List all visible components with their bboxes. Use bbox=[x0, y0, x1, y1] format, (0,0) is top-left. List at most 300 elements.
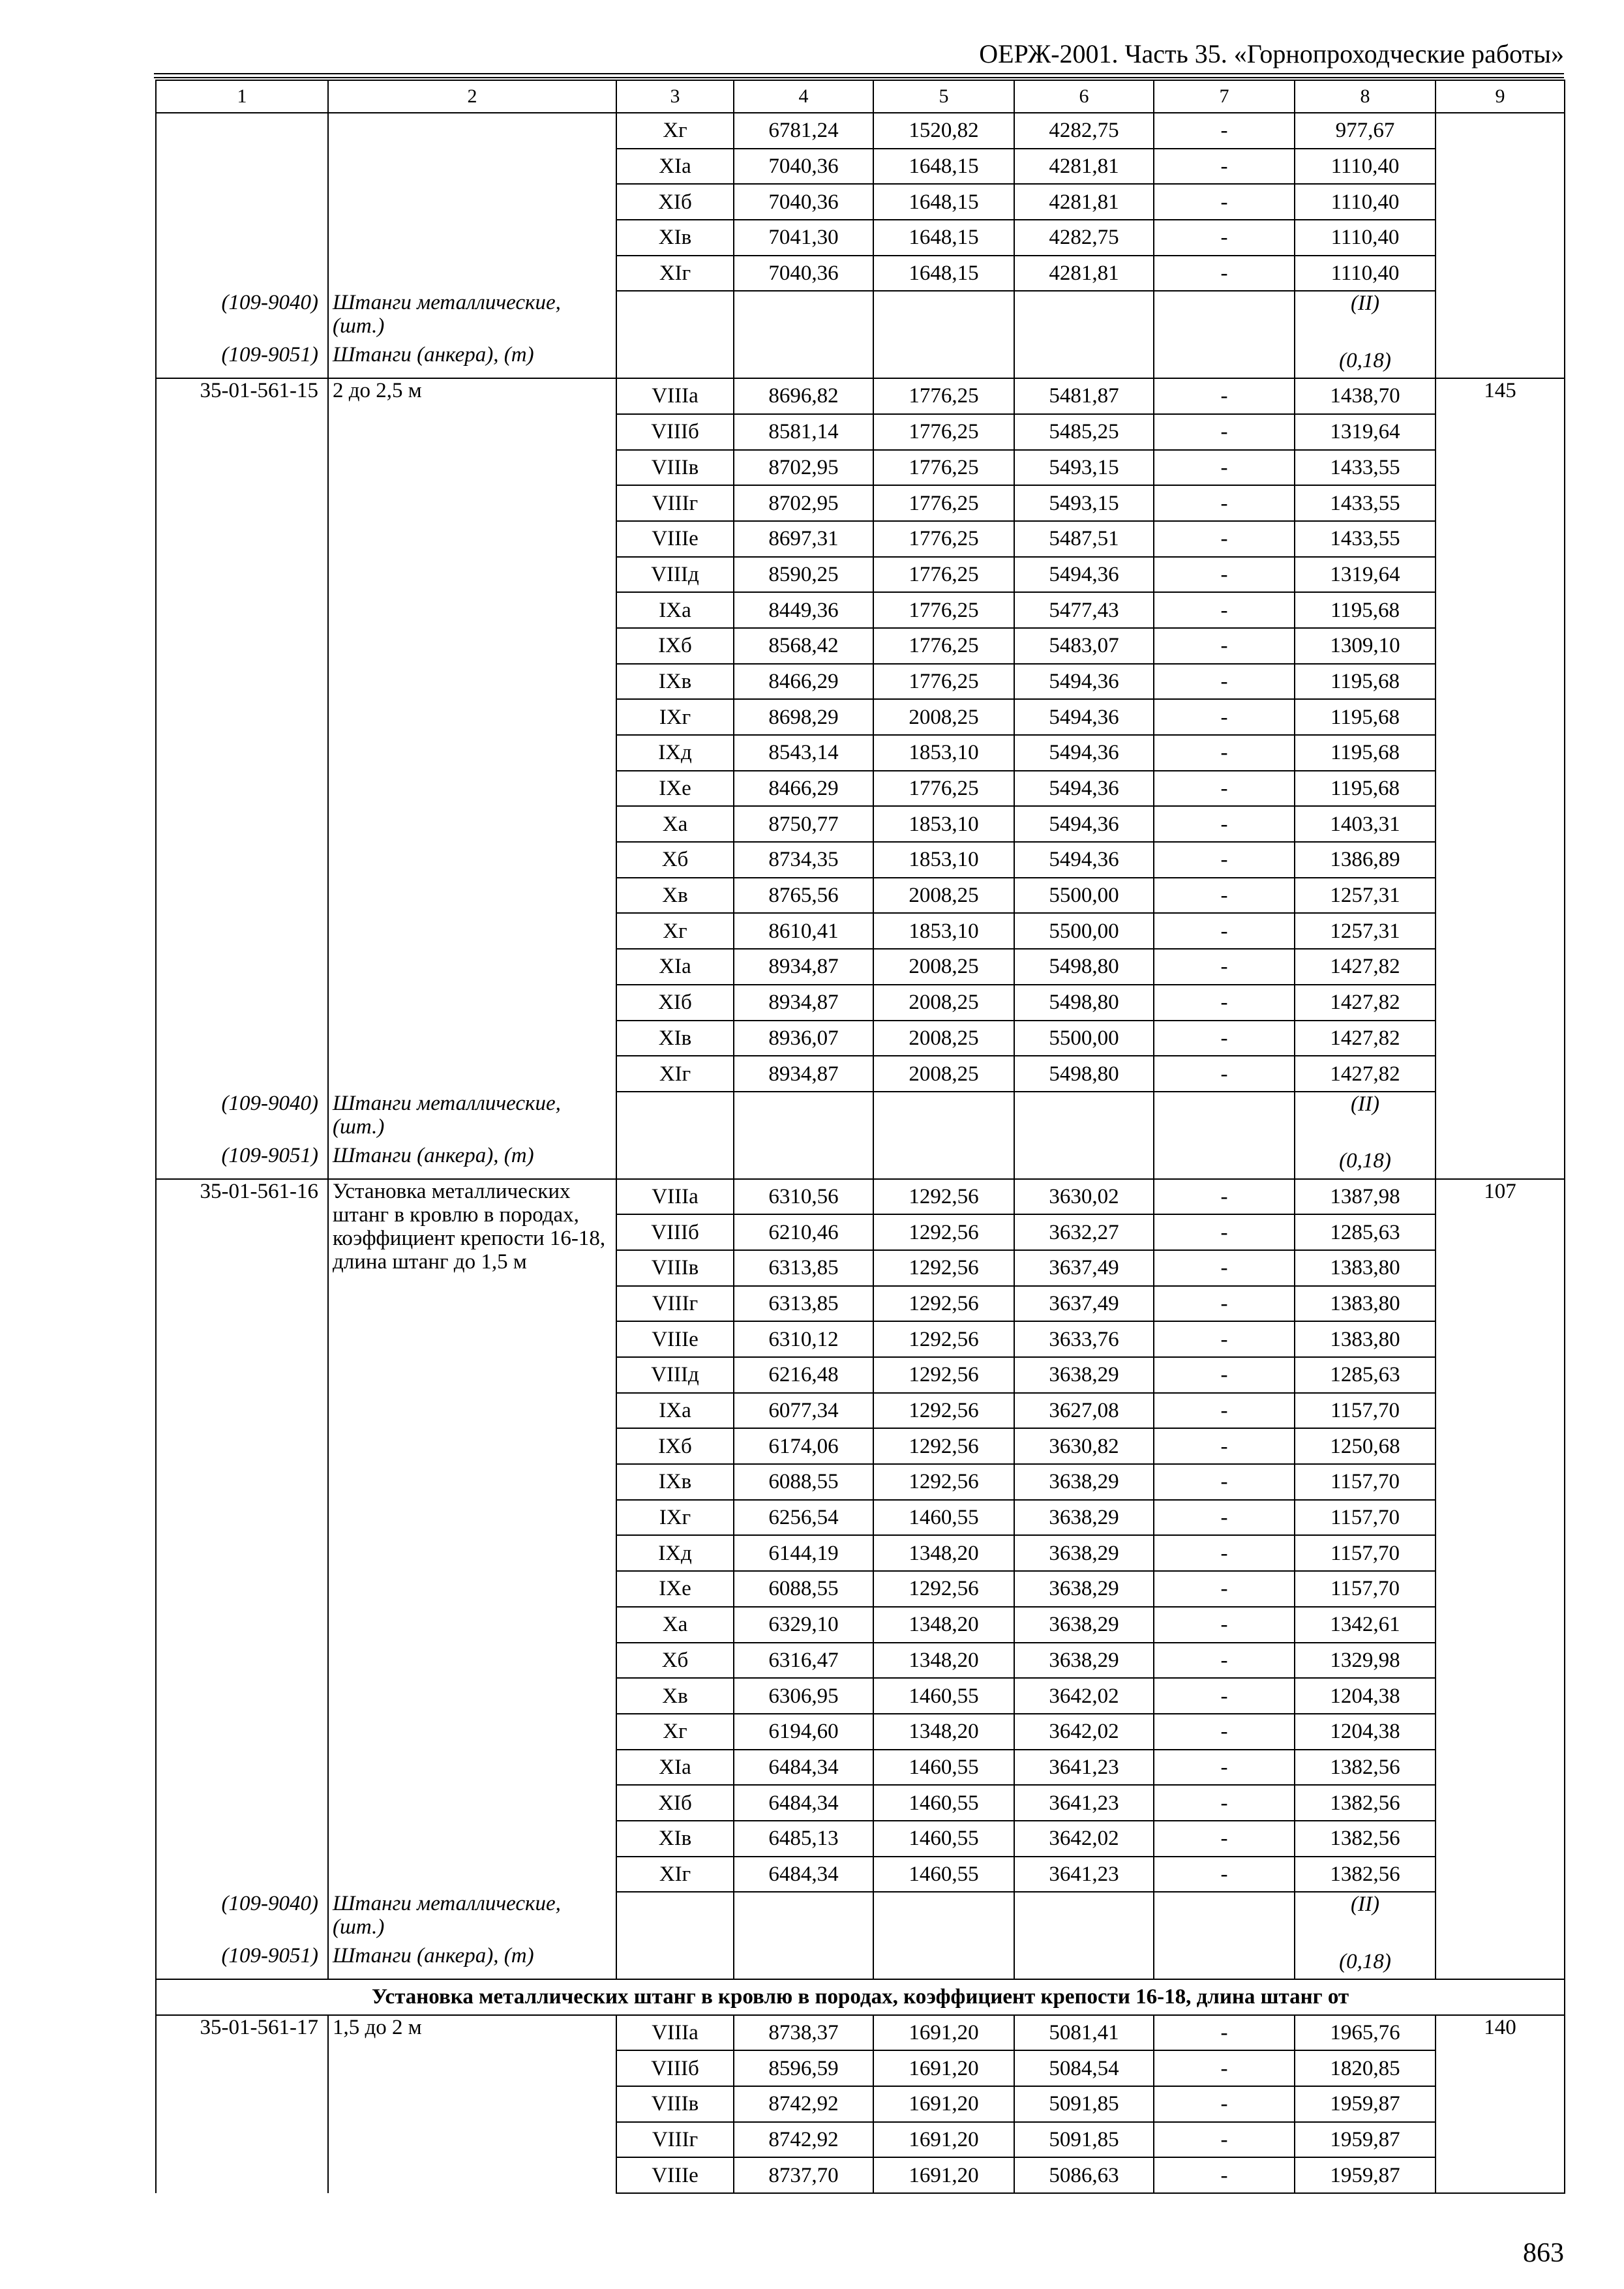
value-cell: 1853,10 bbox=[873, 806, 1014, 842]
value-cell: 6194,60 bbox=[734, 1714, 873, 1750]
value-cell: 8936,07 bbox=[734, 1021, 873, 1056]
empty-cell bbox=[1014, 343, 1154, 378]
category-cell: VIIIе bbox=[616, 2157, 734, 2193]
value-cell: - bbox=[1154, 220, 1295, 256]
category-cell: Xб bbox=[616, 1643, 734, 1679]
value-cell: 5477,43 bbox=[1014, 592, 1154, 628]
value-cell: 8765,56 bbox=[734, 878, 873, 914]
value-cell: 1110,40 bbox=[1295, 184, 1436, 220]
value-cell: 5487,51 bbox=[1014, 521, 1154, 557]
value-cell: 5494,36 bbox=[1014, 557, 1154, 593]
value-cell: 6210,46 bbox=[734, 1214, 873, 1250]
value-cell: 4281,81 bbox=[1014, 256, 1154, 292]
value-cell: 1257,31 bbox=[1295, 913, 1436, 949]
material-name bbox=[328, 1892, 616, 1944]
value-cell: 6485,13 bbox=[734, 1821, 873, 1857]
value-cell: - bbox=[1154, 2157, 1295, 2193]
value-cell: 6310,12 bbox=[734, 1321, 873, 1357]
value-cell: - bbox=[1154, 1428, 1295, 1464]
value-cell: 1427,82 bbox=[1295, 985, 1436, 1021]
value-cell: - bbox=[1154, 1321, 1295, 1357]
value-cell: 2008,25 bbox=[873, 1056, 1014, 1092]
value-cell: 1438,70 bbox=[1295, 378, 1436, 414]
value-cell: - bbox=[1154, 2015, 1295, 2051]
value-cell: 1329,98 bbox=[1295, 1643, 1436, 1679]
value-cell: 8543,14 bbox=[734, 735, 873, 771]
material-name bbox=[328, 291, 616, 343]
value-cell: 1292,56 bbox=[873, 1179, 1014, 1215]
value-cell: 1776,25 bbox=[873, 771, 1014, 807]
value-cell: - bbox=[1154, 628, 1295, 664]
table-row bbox=[156, 113, 1565, 149]
empty-cell bbox=[873, 1944, 1014, 1979]
value-cell: 1853,10 bbox=[873, 735, 1014, 771]
material-value: (0,18) bbox=[1295, 343, 1436, 378]
category-cell: XIв bbox=[616, 220, 734, 256]
material-name-text: Штанги (анкера), (т) bbox=[333, 1944, 534, 1968]
value-cell: 1433,55 bbox=[1295, 450, 1436, 486]
value-cell: 5500,00 bbox=[1014, 878, 1154, 914]
value-cell: - bbox=[1154, 913, 1295, 949]
value-cell: 5086,63 bbox=[1014, 2157, 1154, 2193]
rate-code: 35-01-561-17 bbox=[156, 2015, 328, 2193]
category-cell: IXд bbox=[616, 735, 734, 771]
value-cell: 3633,76 bbox=[1014, 1321, 1154, 1357]
value-cell: - bbox=[1154, 735, 1295, 771]
value-cell: 1648,15 bbox=[873, 256, 1014, 292]
value-cell: - bbox=[1154, 878, 1295, 914]
value-cell: 1292,56 bbox=[873, 1357, 1014, 1393]
section-title-row bbox=[156, 1979, 1565, 2015]
value-cell: 1433,55 bbox=[1295, 521, 1436, 557]
category-cell: IXб bbox=[616, 1428, 734, 1464]
category-cell: XIг bbox=[616, 256, 734, 292]
value-cell: 3642,02 bbox=[1014, 1821, 1154, 1857]
empty-cell bbox=[1014, 1144, 1154, 1179]
page-header: ОЕРЖ-2001. Часть 35. «Горнопроходческие работы» bbox=[979, 39, 1564, 68]
value-cell: 1853,10 bbox=[873, 913, 1014, 949]
value-cell: 1776,25 bbox=[873, 414, 1014, 450]
value-cell: 1959,87 bbox=[1295, 2086, 1436, 2122]
value-cell: - bbox=[1154, 2050, 1295, 2086]
value-cell: 1691,20 bbox=[873, 2122, 1014, 2158]
value-cell: 1204,38 bbox=[1295, 1714, 1436, 1750]
value-cell: 2008,25 bbox=[873, 985, 1014, 1021]
category-cell: VIIIв bbox=[616, 2086, 734, 2122]
value-cell: 1382,56 bbox=[1295, 1750, 1436, 1786]
value-cell: - bbox=[1154, 1607, 1295, 1643]
value-cell: 1965,76 bbox=[1295, 2015, 1436, 2051]
value-cell: 3641,23 bbox=[1014, 1750, 1154, 1786]
value-cell: 8590,25 bbox=[734, 557, 873, 593]
column-header-row bbox=[156, 80, 1565, 113]
category-cell: VIIIб bbox=[616, 414, 734, 450]
value-cell: - bbox=[1154, 2086, 1295, 2122]
value-cell: - bbox=[1154, 1500, 1295, 1536]
material-name-text: Штанги (анкера), (т) bbox=[333, 1143, 534, 1167]
material-code: (109-9051) bbox=[156, 343, 328, 378]
value-cell: 1110,40 bbox=[1295, 149, 1436, 185]
value-cell: 1776,25 bbox=[873, 450, 1014, 486]
value-cell: 1195,68 bbox=[1295, 592, 1436, 628]
value-cell: 6310,56 bbox=[734, 1179, 873, 1215]
column-header: 8 bbox=[1295, 80, 1436, 113]
value-cell: 1292,56 bbox=[873, 1393, 1014, 1429]
value-cell: 8737,70 bbox=[734, 2157, 873, 2193]
value-cell: - bbox=[1154, 414, 1295, 450]
value-cell: - bbox=[1154, 184, 1295, 220]
value-cell: 6216,48 bbox=[734, 1357, 873, 1393]
value-cell: 1427,82 bbox=[1295, 1056, 1436, 1092]
value-cell: 1348,20 bbox=[873, 1714, 1014, 1750]
column-header: 1 bbox=[156, 80, 328, 113]
value-cell: 8698,29 bbox=[734, 699, 873, 735]
value-cell: 1110,40 bbox=[1295, 256, 1436, 292]
category-cell: IXа bbox=[616, 1393, 734, 1429]
value-cell: 5091,85 bbox=[1014, 2122, 1154, 2158]
value-cell: 6329,10 bbox=[734, 1607, 873, 1643]
value-cell: 8568,42 bbox=[734, 628, 873, 664]
value-cell: 1157,70 bbox=[1295, 1535, 1436, 1571]
value-cell: 8697,31 bbox=[734, 521, 873, 557]
value-cell: 1460,55 bbox=[873, 1785, 1014, 1821]
empty-cell bbox=[734, 1944, 873, 1979]
material-unit: (шт.) bbox=[333, 314, 385, 338]
empty-cell bbox=[1014, 1892, 1154, 1944]
value-cell: 1348,20 bbox=[873, 1535, 1014, 1571]
value-cell: 1427,82 bbox=[1295, 1021, 1436, 1056]
value-cell: - bbox=[1154, 521, 1295, 557]
value-cell: - bbox=[1154, 771, 1295, 807]
value-cell: 8610,41 bbox=[734, 913, 873, 949]
value-cell: 3641,23 bbox=[1014, 1857, 1154, 1893]
material-value: (II) bbox=[1295, 1892, 1436, 1944]
value-cell: 1383,80 bbox=[1295, 1286, 1436, 1322]
value-cell: 1776,25 bbox=[873, 521, 1014, 557]
value-cell: 1648,15 bbox=[873, 220, 1014, 256]
material-code: (109-9040) bbox=[156, 1892, 328, 1944]
category-cell: XIа bbox=[616, 1750, 734, 1786]
value-cell: 1433,55 bbox=[1295, 485, 1436, 521]
value-cell: 1309,10 bbox=[1295, 628, 1436, 664]
value-cell: 1383,80 bbox=[1295, 1250, 1436, 1286]
value-cell: 2008,25 bbox=[873, 699, 1014, 735]
value-cell: 6316,47 bbox=[734, 1643, 873, 1679]
value-cell: 6313,85 bbox=[734, 1286, 873, 1322]
value-cell: 1195,68 bbox=[1295, 664, 1436, 700]
category-cell: VIIIг bbox=[616, 2122, 734, 2158]
value-cell: 5498,80 bbox=[1014, 985, 1154, 1021]
value-cell: 4281,81 bbox=[1014, 149, 1154, 185]
value-cell: 1195,68 bbox=[1295, 735, 1436, 771]
column-header: 2 bbox=[328, 80, 616, 113]
category-cell: XIб bbox=[616, 1785, 734, 1821]
value-cell: 6144,19 bbox=[734, 1535, 873, 1571]
value-cell: 1285,63 bbox=[1295, 1357, 1436, 1393]
rate-description: 1,5 до 2 м bbox=[328, 2015, 616, 2193]
value-cell: 1853,10 bbox=[873, 842, 1014, 878]
value-cell: 8750,77 bbox=[734, 806, 873, 842]
value-cell: 8742,92 bbox=[734, 2086, 873, 2122]
value-cell: 3642,02 bbox=[1014, 1714, 1154, 1750]
value-cell: 1776,25 bbox=[873, 628, 1014, 664]
value-cell: 1776,25 bbox=[873, 592, 1014, 628]
value-cell: 8449,36 bbox=[734, 592, 873, 628]
value-cell: 5494,36 bbox=[1014, 664, 1154, 700]
value-cell: 1292,56 bbox=[873, 1428, 1014, 1464]
value-cell: 3637,49 bbox=[1014, 1250, 1154, 1286]
category-cell: IXе bbox=[616, 771, 734, 807]
value-cell: 6313,85 bbox=[734, 1250, 873, 1286]
value-cell: 1195,68 bbox=[1295, 771, 1436, 807]
column-header: 3 bbox=[616, 80, 734, 113]
category-cell: IXа bbox=[616, 592, 734, 628]
rate-code: 35-01-561-15 bbox=[156, 378, 328, 1092]
category-cell: VIIIб bbox=[616, 2050, 734, 2086]
material-name-text: Штанги металлические, bbox=[333, 1091, 561, 1115]
value-cell: 3637,49 bbox=[1014, 1286, 1154, 1322]
category-cell: IXб bbox=[616, 628, 734, 664]
value-cell: 5494,36 bbox=[1014, 771, 1154, 807]
category-cell: IXг bbox=[616, 1500, 734, 1536]
material-unit: (шт.) bbox=[333, 1115, 385, 1139]
category-cell: XIв bbox=[616, 1821, 734, 1857]
material-name bbox=[328, 1944, 616, 1979]
empty-cell bbox=[873, 343, 1014, 378]
empty-cell bbox=[1014, 1944, 1154, 1979]
category-cell: IXе bbox=[616, 1571, 734, 1607]
value-cell: 1460,55 bbox=[873, 1857, 1014, 1893]
value-cell: 5494,36 bbox=[1014, 699, 1154, 735]
material-code: (109-9040) bbox=[156, 1092, 328, 1144]
value-cell: 1157,70 bbox=[1295, 1571, 1436, 1607]
rate-description bbox=[328, 113, 616, 291]
value-cell: 1648,15 bbox=[873, 149, 1014, 185]
value-cell: 1383,80 bbox=[1295, 1321, 1436, 1357]
value-cell: 1820,85 bbox=[1295, 2050, 1436, 2086]
empty-cell bbox=[1154, 1092, 1295, 1144]
material-name-text: Штанги металлические, bbox=[333, 291, 561, 315]
column-header: 7 bbox=[1154, 80, 1295, 113]
value-cell: 5493,15 bbox=[1014, 485, 1154, 521]
column-header: 4 bbox=[734, 80, 873, 113]
material-value: (0,18) bbox=[1295, 1944, 1436, 1979]
value-cell: - bbox=[1154, 699, 1295, 735]
value-cell: 5500,00 bbox=[1014, 1021, 1154, 1056]
value-cell: 3632,27 bbox=[1014, 1214, 1154, 1250]
page-number: 863 bbox=[1523, 2238, 1564, 2268]
value-cell: - bbox=[1154, 949, 1295, 985]
empty-cell bbox=[1154, 1892, 1295, 1944]
value-cell: 6484,34 bbox=[734, 1785, 873, 1821]
value-cell: 3642,02 bbox=[1014, 1678, 1154, 1714]
value-cell: - bbox=[1154, 149, 1295, 185]
value-cell: 2008,25 bbox=[873, 1021, 1014, 1056]
category-cell: Xа bbox=[616, 1607, 734, 1643]
value-cell: 1157,70 bbox=[1295, 1464, 1436, 1500]
value-cell: 5084,54 bbox=[1014, 2050, 1154, 2086]
material-value: (0,18) bbox=[1295, 1144, 1436, 1179]
value-cell: 5485,25 bbox=[1014, 414, 1154, 450]
value-cell: - bbox=[1154, 256, 1295, 292]
column-header: 6 bbox=[1014, 80, 1154, 113]
value-cell: 2008,25 bbox=[873, 878, 1014, 914]
value-cell: 1959,87 bbox=[1295, 2157, 1436, 2193]
empty-cell bbox=[1014, 291, 1154, 343]
material-name-text: Штанги металлические, bbox=[333, 1892, 561, 1916]
value-cell: 5500,00 bbox=[1014, 913, 1154, 949]
value-cell: - bbox=[1154, 1821, 1295, 1857]
value-cell: 1460,55 bbox=[873, 1821, 1014, 1857]
material-name-text: Штанги (анкера), (т) bbox=[333, 343, 534, 367]
empty-cell bbox=[734, 291, 873, 343]
material-row bbox=[156, 1944, 1565, 1979]
empty-cell bbox=[1154, 1144, 1295, 1179]
value-cell: 1250,68 bbox=[1295, 1428, 1436, 1464]
category-cell: IXв bbox=[616, 664, 734, 700]
value-cell: - bbox=[1154, 1179, 1295, 1215]
table-row bbox=[156, 2015, 1565, 2051]
value-cell: 3638,29 bbox=[1014, 1607, 1154, 1643]
value-cell: - bbox=[1154, 1464, 1295, 1500]
material-name bbox=[328, 1144, 616, 1179]
value-cell: - bbox=[1154, 450, 1295, 486]
material-unit: (шт.) bbox=[333, 1915, 385, 1939]
material-code: (109-9051) bbox=[156, 1144, 328, 1179]
category-cell: VIIIд bbox=[616, 557, 734, 593]
empty-cell bbox=[734, 1092, 873, 1144]
value-cell: 8581,14 bbox=[734, 414, 873, 450]
value-cell: 1382,56 bbox=[1295, 1785, 1436, 1821]
value-cell: 1195,68 bbox=[1295, 699, 1436, 735]
value-cell: 8702,95 bbox=[734, 485, 873, 521]
column-header: 9 bbox=[1436, 80, 1565, 113]
value-cell: 3638,29 bbox=[1014, 1643, 1154, 1679]
category-cell: VIIIа bbox=[616, 2015, 734, 2051]
material-row bbox=[156, 1892, 1565, 1944]
value-cell: 5498,80 bbox=[1014, 949, 1154, 985]
value-cell: 1776,25 bbox=[873, 485, 1014, 521]
material-row bbox=[156, 291, 1565, 343]
rate-code bbox=[156, 113, 328, 291]
value-cell: 1157,70 bbox=[1295, 1500, 1436, 1536]
value-cell: 8596,59 bbox=[734, 2050, 873, 2086]
empty-cell bbox=[616, 1144, 734, 1179]
value-cell: 5493,15 bbox=[1014, 450, 1154, 486]
empty-cell bbox=[873, 1892, 1014, 1944]
value-cell: 1319,64 bbox=[1295, 414, 1436, 450]
category-cell: Xб bbox=[616, 842, 734, 878]
material-row bbox=[156, 1144, 1565, 1179]
value-cell: - bbox=[1154, 557, 1295, 593]
empty-cell bbox=[616, 1944, 734, 1979]
value-cell: 6484,34 bbox=[734, 1857, 873, 1893]
value-cell: - bbox=[1154, 2122, 1295, 2158]
value-cell: - bbox=[1154, 806, 1295, 842]
table-row bbox=[156, 378, 1565, 414]
category-cell: Xг bbox=[616, 913, 734, 949]
value-cell: - bbox=[1154, 592, 1295, 628]
category-cell: VIIIв bbox=[616, 450, 734, 486]
value-cell: 3638,29 bbox=[1014, 1357, 1154, 1393]
value-cell: 1648,15 bbox=[873, 184, 1014, 220]
value-cell: 1776,25 bbox=[873, 378, 1014, 414]
value-cell: 3630,02 bbox=[1014, 1179, 1154, 1215]
value-cell: 8696,82 bbox=[734, 378, 873, 414]
value-cell: 1382,56 bbox=[1295, 1821, 1436, 1857]
value-cell: 1348,20 bbox=[873, 1643, 1014, 1679]
value-cell: - bbox=[1154, 1393, 1295, 1429]
value-cell: - bbox=[1154, 1857, 1295, 1893]
col9-value: 140 bbox=[1436, 2015, 1565, 2193]
value-cell: 6781,24 bbox=[734, 113, 873, 149]
value-cell: 6077,34 bbox=[734, 1393, 873, 1429]
category-cell: XIа bbox=[616, 949, 734, 985]
value-cell: 7040,36 bbox=[734, 256, 873, 292]
empty-cell bbox=[616, 291, 734, 343]
empty-cell bbox=[873, 291, 1014, 343]
category-cell: IXд bbox=[616, 1535, 734, 1571]
value-cell: 7041,30 bbox=[734, 220, 873, 256]
material-code: (109-9051) bbox=[156, 1944, 328, 1979]
value-cell: 6174,06 bbox=[734, 1428, 873, 1464]
empty-cell bbox=[873, 1092, 1014, 1144]
category-cell: VIIIе bbox=[616, 521, 734, 557]
value-cell: - bbox=[1154, 1571, 1295, 1607]
material-value: (II) bbox=[1295, 1092, 1436, 1144]
value-cell: 3627,08 bbox=[1014, 1393, 1154, 1429]
category-cell: XIг bbox=[616, 1056, 734, 1092]
value-cell: - bbox=[1154, 1678, 1295, 1714]
value-cell: - bbox=[1154, 1286, 1295, 1322]
value-cell: 1776,25 bbox=[873, 664, 1014, 700]
col9-value bbox=[1436, 113, 1565, 378]
value-cell: - bbox=[1154, 485, 1295, 521]
value-cell: 6088,55 bbox=[734, 1464, 873, 1500]
material-value: (II) bbox=[1295, 291, 1436, 343]
category-cell: Xг bbox=[616, 1714, 734, 1750]
value-cell: 4281,81 bbox=[1014, 184, 1154, 220]
value-cell: 8742,92 bbox=[734, 2122, 873, 2158]
category-cell: VIIIг bbox=[616, 1286, 734, 1322]
value-cell: 1520,82 bbox=[873, 113, 1014, 149]
value-cell: 1292,56 bbox=[873, 1214, 1014, 1250]
col9-value: 107 bbox=[1436, 1179, 1565, 1979]
value-cell: - bbox=[1154, 842, 1295, 878]
value-cell: 8934,87 bbox=[734, 985, 873, 1021]
value-cell: 3638,29 bbox=[1014, 1500, 1154, 1536]
category-cell: XIб bbox=[616, 184, 734, 220]
empty-cell bbox=[1154, 1944, 1295, 1979]
header-rule bbox=[154, 77, 1564, 78]
value-cell: 3638,29 bbox=[1014, 1464, 1154, 1500]
category-cell: XIб bbox=[616, 985, 734, 1021]
value-cell: 6484,34 bbox=[734, 1750, 873, 1786]
value-cell: 6256,54 bbox=[734, 1500, 873, 1536]
value-cell: 1319,64 bbox=[1295, 557, 1436, 593]
value-cell: 3638,29 bbox=[1014, 1571, 1154, 1607]
value-cell: 1386,89 bbox=[1295, 842, 1436, 878]
value-cell: - bbox=[1154, 1250, 1295, 1286]
value-cell: 8934,87 bbox=[734, 949, 873, 985]
empty-cell bbox=[616, 1092, 734, 1144]
header-rule bbox=[154, 73, 1564, 74]
value-cell: 1959,87 bbox=[1295, 2122, 1436, 2158]
value-cell: 1292,56 bbox=[873, 1571, 1014, 1607]
value-cell: 3638,29 bbox=[1014, 1535, 1154, 1571]
material-name bbox=[328, 1092, 616, 1144]
empty-cell bbox=[734, 1144, 873, 1179]
